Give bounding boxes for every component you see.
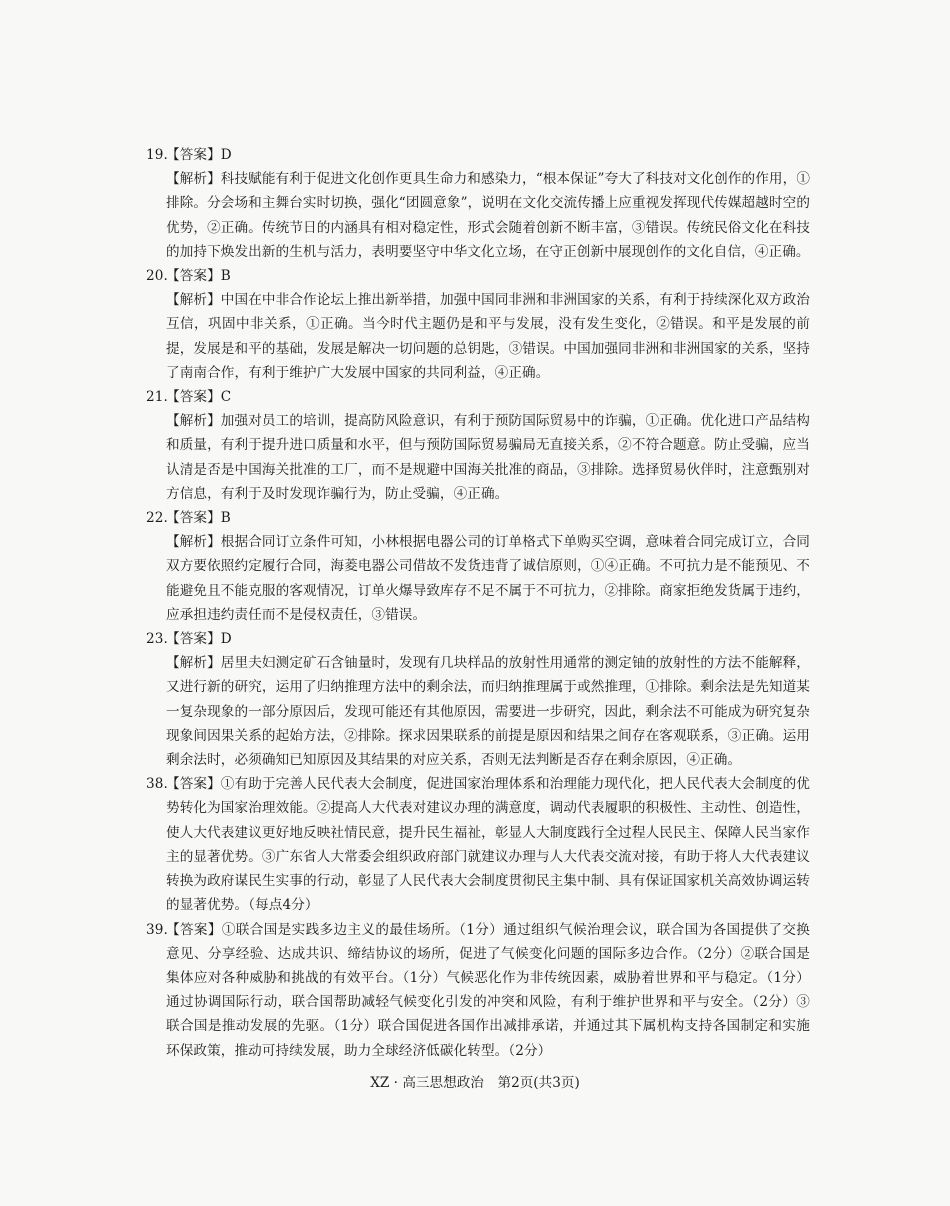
answer-line [146,143,810,167]
question-38 [146,772,810,917]
answer-line [146,264,810,288]
answer-line [146,385,810,409]
answer-text: 【答案】B [166,510,231,527]
answer-text: 【答案】C [166,389,232,406]
question-19 [146,143,810,264]
question-number: 20. [146,268,168,285]
analysis-text: 【解析】居里夫妇测定矿石含铀量时，发现有几块样品的放射性用通常的测定铀的放射性的方法不能解释，又进行新的研究，运用了归纳推理方法中的剩余法，而归纳推理属于或然推理，①排除。剩余法是先知道某一复杂现象的一部分原因后，发现可能还有其他原因，需要进一步研究，因此，剩余法不可能成为研究复杂现象间因果关系的起始方法，②排除。探求因果联系的前提是原因和结果之间存在客观联系，③正确。运用剩余法时，必须确知已知原因及其结果的对应关系，否则无法判断是否存在剩余原因，④正确。 [166,655,810,769]
analysis-text: 【解析】科技赋能有利于促进文化创作更具生命力和感染力，“根本保证”夸大了科技对文化创作的作用，①排除。分会场和主舞台实时切换，强化“团圆意象”，说明在文化交流传播上应重视发挥现代传媒超越时空的优势，②正确。传统节日的内涵具有相对稳定性，形式会随着创新不断丰富，③错误。传统民俗文化在科技的加持下焕发出新的生机与活力，表明要坚守中华文化立场，在守正创新中展现创作的文化自信，④正确。 [166,171,811,260]
analysis-text: 【解析】根据合同订立条件可知，小林根据电器公司的订单格式下单购买空调，意味着合同完成订立，合同双方要依照约定履行合同，海菱电器公司借故不发货违背了诚信原则，①④正确。不可抗力是不能预见、不能避免且不能克服的客观情况，订单火爆导致库存不足不属于不可抗力，②排除。商家拒绝发货属于违约，应承担违约责任而不是侵权责任，③错误。 [166,534,810,623]
question-number: 19. [146,147,168,163]
question-number: 22. [146,510,168,527]
answer-text: 【答案】D [166,147,232,163]
answer-text: 【答案】D [166,631,232,648]
answer-text: 【答案】①联合国是实践多边主义的最佳场所。（1分）通过组织气候治理会议，联合国为各国提供了交换意见、分享经验、达成共识、缔结协议的场所，促进了气候变化问题的国际多边合作。（2分）②联合国是集体应对各种威胁和挑战的有效平台。（1分）气候恶化作为非传统因素，威胁着世界和平与稳定。（1分）通过协调国际行动，联合国帮助减轻气候变化引发的冲突和风险，有利于维护世界和平与安全。（2分）③联合国是推动发展的先驱。（1分）联合国促进各国作出减排承诺，并通过其下属机构支持各国制定和实施环保政策，推动可持续发展，助力全球经济低碳化转型。（2分） [166,921,810,1059]
question-number: 38. [146,776,168,793]
page-footer: XZ · 高三思想政治 第2页(共3页) [370,1075,580,1091]
analysis-text: 【解析】中国在中非合作论坛上推出新举措，加强中国同非洲和非洲国家的关系，有利于持续深化双方政治互信，巩固中非关系，①正确。当今时代主题仍是和平与发展，没有发生变化，②错误。和平是发展的前提，发展是和平的基础，发展是解决一切问题的总钥匙，③错误。中国加强同非洲和非洲国家的关系，坚持了南南合作，有利于维护广大发展中国家的共同利益，④正确。 [166,292,810,381]
answer-text: 【答案】①有助于完善人民代表大会制度，促进国家治理体系和治理能力现代化，把人民代表大会制度的优势转化为国家治理效能。②提高人大代表对建议办理的满意度，调动代表履职的积极性、主动性、创造性，使人大代表建议更好地反映社情民意，提升民生福祉，彰显人大制度践行全过程人民民主、保障人民当家作主的显著优势。③广东省人大常委会组织政府部门就建议办理与人大代表交流对接，有助于将人大代表建议转换为政府谋民生实事的行动，彰显了人民代表大会制度贯彻民主集中制、具有保证国家机关高效协调运转的显著优势。（每点4分） [166,776,810,914]
answer-line [146,627,810,651]
question-21 [146,385,810,506]
question-number: 21. [146,389,168,406]
question-number: 39. [146,921,168,938]
analysis-text: 【解析】加强对员工的培训，提高防风险意识，有利于预防国际贸易中的诈骗，①正确。优化进口产品结构和质量，有利于提升进口质量和水平，但与预防国际贸易骗局无直接关系，②不符合题意。防止受骗，应当认清是否是中国海关批准的工厂，而不是规避中国海关批准的商品，③排除。选择贸易伙伴时，注意甄别对方信息，有利于及时发现诈骗行为，防止受骗，④正确。 [166,413,810,502]
answer-line [146,506,810,530]
answer-text: 【答案】B [166,268,231,285]
question-22 [146,506,810,627]
question-20 [146,264,810,385]
answer-key-content [146,143,810,1063]
question-39 [146,918,810,1063]
question-23 [146,627,810,772]
question-number: 23. [146,631,168,648]
